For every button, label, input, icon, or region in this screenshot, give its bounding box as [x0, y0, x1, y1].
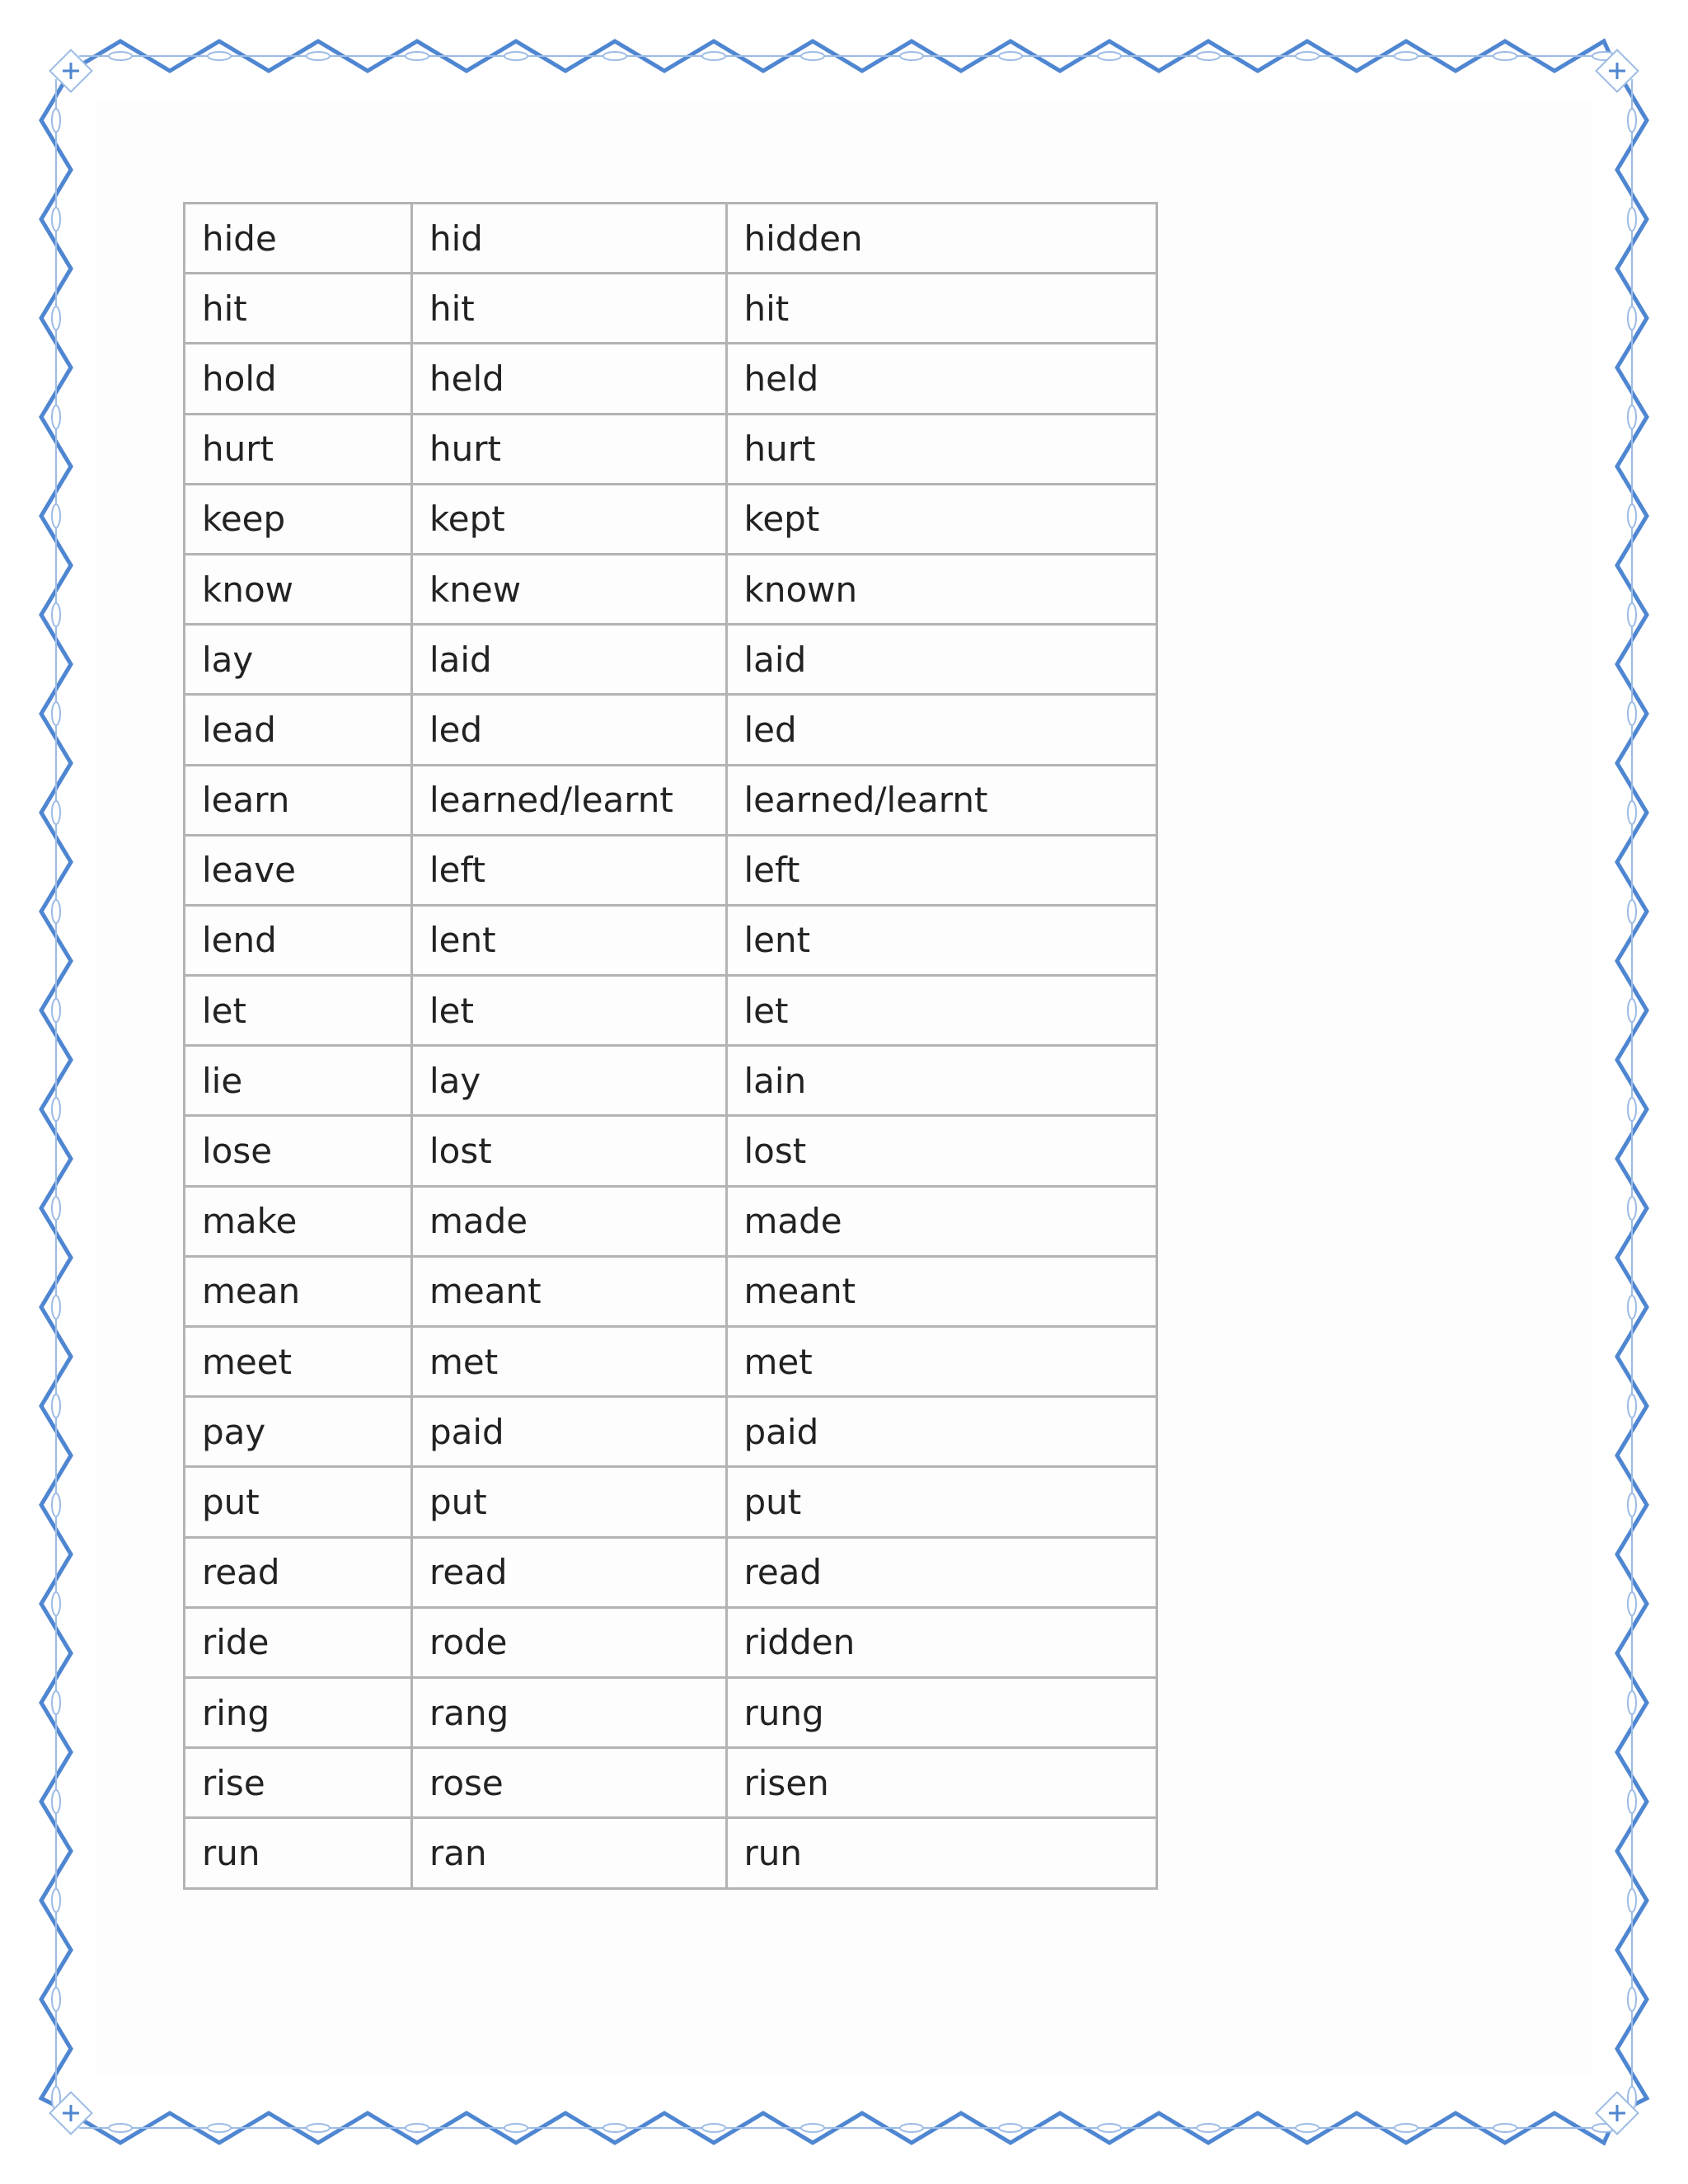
table-row [185, 1116, 1157, 1186]
table-row [185, 835, 1157, 905]
irregular-verbs-table [183, 202, 1158, 1890]
past-participle-cell: laid [726, 625, 1157, 695]
table-row [185, 1186, 1157, 1256]
table-row [185, 1677, 1157, 1747]
base-form-cell: ride [185, 1607, 412, 1677]
base-form-cell: hold [185, 344, 412, 414]
past-simple-cell: kept [411, 484, 726, 554]
past-simple-cell: knew [411, 554, 726, 624]
past-participle-cell: put [726, 1467, 1157, 1537]
past-simple-cell: lent [411, 905, 726, 975]
past-simple-cell: held [411, 344, 726, 414]
table-row [185, 484, 1157, 554]
table-row [185, 695, 1157, 765]
past-simple-cell: let [411, 976, 726, 1046]
base-form-cell: mean [185, 1256, 412, 1326]
base-form-cell: let [185, 976, 412, 1046]
base-form-cell: lie [185, 1046, 412, 1116]
table-row [185, 344, 1157, 414]
past-participle-cell: read [726, 1537, 1157, 1607]
table-row [185, 204, 1157, 274]
past-participle-cell: met [726, 1327, 1157, 1397]
table-row [185, 905, 1157, 975]
past-simple-cell: meant [411, 1256, 726, 1326]
table-row [185, 274, 1157, 344]
past-participle-cell: hidden [726, 204, 1157, 274]
base-form-cell: meet [185, 1327, 412, 1397]
table-row [185, 1607, 1157, 1677]
base-form-cell: hide [185, 204, 412, 274]
base-form-cell: learn [185, 765, 412, 835]
past-simple-cell: met [411, 1327, 726, 1397]
past-simple-cell: hid [411, 204, 726, 274]
table-row [185, 1818, 1157, 1888]
table-row [185, 1537, 1157, 1607]
past-participle-cell: hit [726, 274, 1157, 344]
past-participle-cell: meant [726, 1256, 1157, 1326]
base-form-cell: leave [185, 835, 412, 905]
past-participle-cell: lent [726, 905, 1157, 975]
past-simple-cell: made [411, 1186, 726, 1256]
past-participle-cell: left [726, 835, 1157, 905]
table-row [185, 1397, 1157, 1467]
past-participle-cell: rung [726, 1677, 1157, 1747]
base-form-cell: keep [185, 484, 412, 554]
past-participle-cell: let [726, 976, 1157, 1046]
table-row [185, 1256, 1157, 1326]
base-form-cell: hurt [185, 414, 412, 484]
base-form-cell: lay [185, 625, 412, 695]
past-simple-cell: hit [411, 274, 726, 344]
base-form-cell: hit [185, 274, 412, 344]
base-form-cell: know [185, 554, 412, 624]
table-row [185, 1467, 1157, 1537]
base-form-cell: put [185, 1467, 412, 1537]
base-form-cell: lead [185, 695, 412, 765]
past-participle-cell: known [726, 554, 1157, 624]
past-simple-cell: left [411, 835, 726, 905]
past-simple-cell: paid [411, 1397, 726, 1467]
base-form-cell: read [185, 1537, 412, 1607]
past-simple-cell: hurt [411, 414, 726, 484]
past-participle-cell: learned/learnt [726, 765, 1157, 835]
table-row [185, 1327, 1157, 1397]
past-participle-cell: kept [726, 484, 1157, 554]
verb-table-body [185, 204, 1157, 1889]
past-simple-cell: ran [411, 1818, 726, 1888]
base-form-cell: pay [185, 1397, 412, 1467]
past-participle-cell: led [726, 695, 1157, 765]
past-participle-cell: run [726, 1818, 1157, 1888]
past-participle-cell: lain [726, 1046, 1157, 1116]
past-simple-cell: lost [411, 1116, 726, 1186]
table-row [185, 976, 1157, 1046]
past-simple-cell: rang [411, 1677, 726, 1747]
base-form-cell: make [185, 1186, 412, 1256]
table-row [185, 625, 1157, 695]
table-row [185, 1046, 1157, 1116]
base-form-cell: rise [185, 1748, 412, 1818]
past-simple-cell: rose [411, 1748, 726, 1818]
table-row [185, 414, 1157, 484]
past-participle-cell: paid [726, 1397, 1157, 1467]
past-participle-cell: made [726, 1186, 1157, 1256]
past-participle-cell: lost [726, 1116, 1157, 1186]
table-row [185, 1748, 1157, 1818]
base-form-cell: lend [185, 905, 412, 975]
past-simple-cell: read [411, 1537, 726, 1607]
past-simple-cell: lay [411, 1046, 726, 1116]
past-simple-cell: led [411, 695, 726, 765]
base-form-cell: ring [185, 1677, 412, 1747]
base-form-cell: lose [185, 1116, 412, 1186]
base-form-cell: run [185, 1818, 412, 1888]
past-simple-cell: put [411, 1467, 726, 1537]
table-row [185, 554, 1157, 624]
table-row [185, 765, 1157, 835]
past-simple-cell: rode [411, 1607, 726, 1677]
past-participle-cell: risen [726, 1748, 1157, 1818]
past-participle-cell: held [726, 344, 1157, 414]
past-simple-cell: learned/learnt [411, 765, 726, 835]
past-participle-cell: ridden [726, 1607, 1157, 1677]
past-simple-cell: laid [411, 625, 726, 695]
past-participle-cell: hurt [726, 414, 1157, 484]
